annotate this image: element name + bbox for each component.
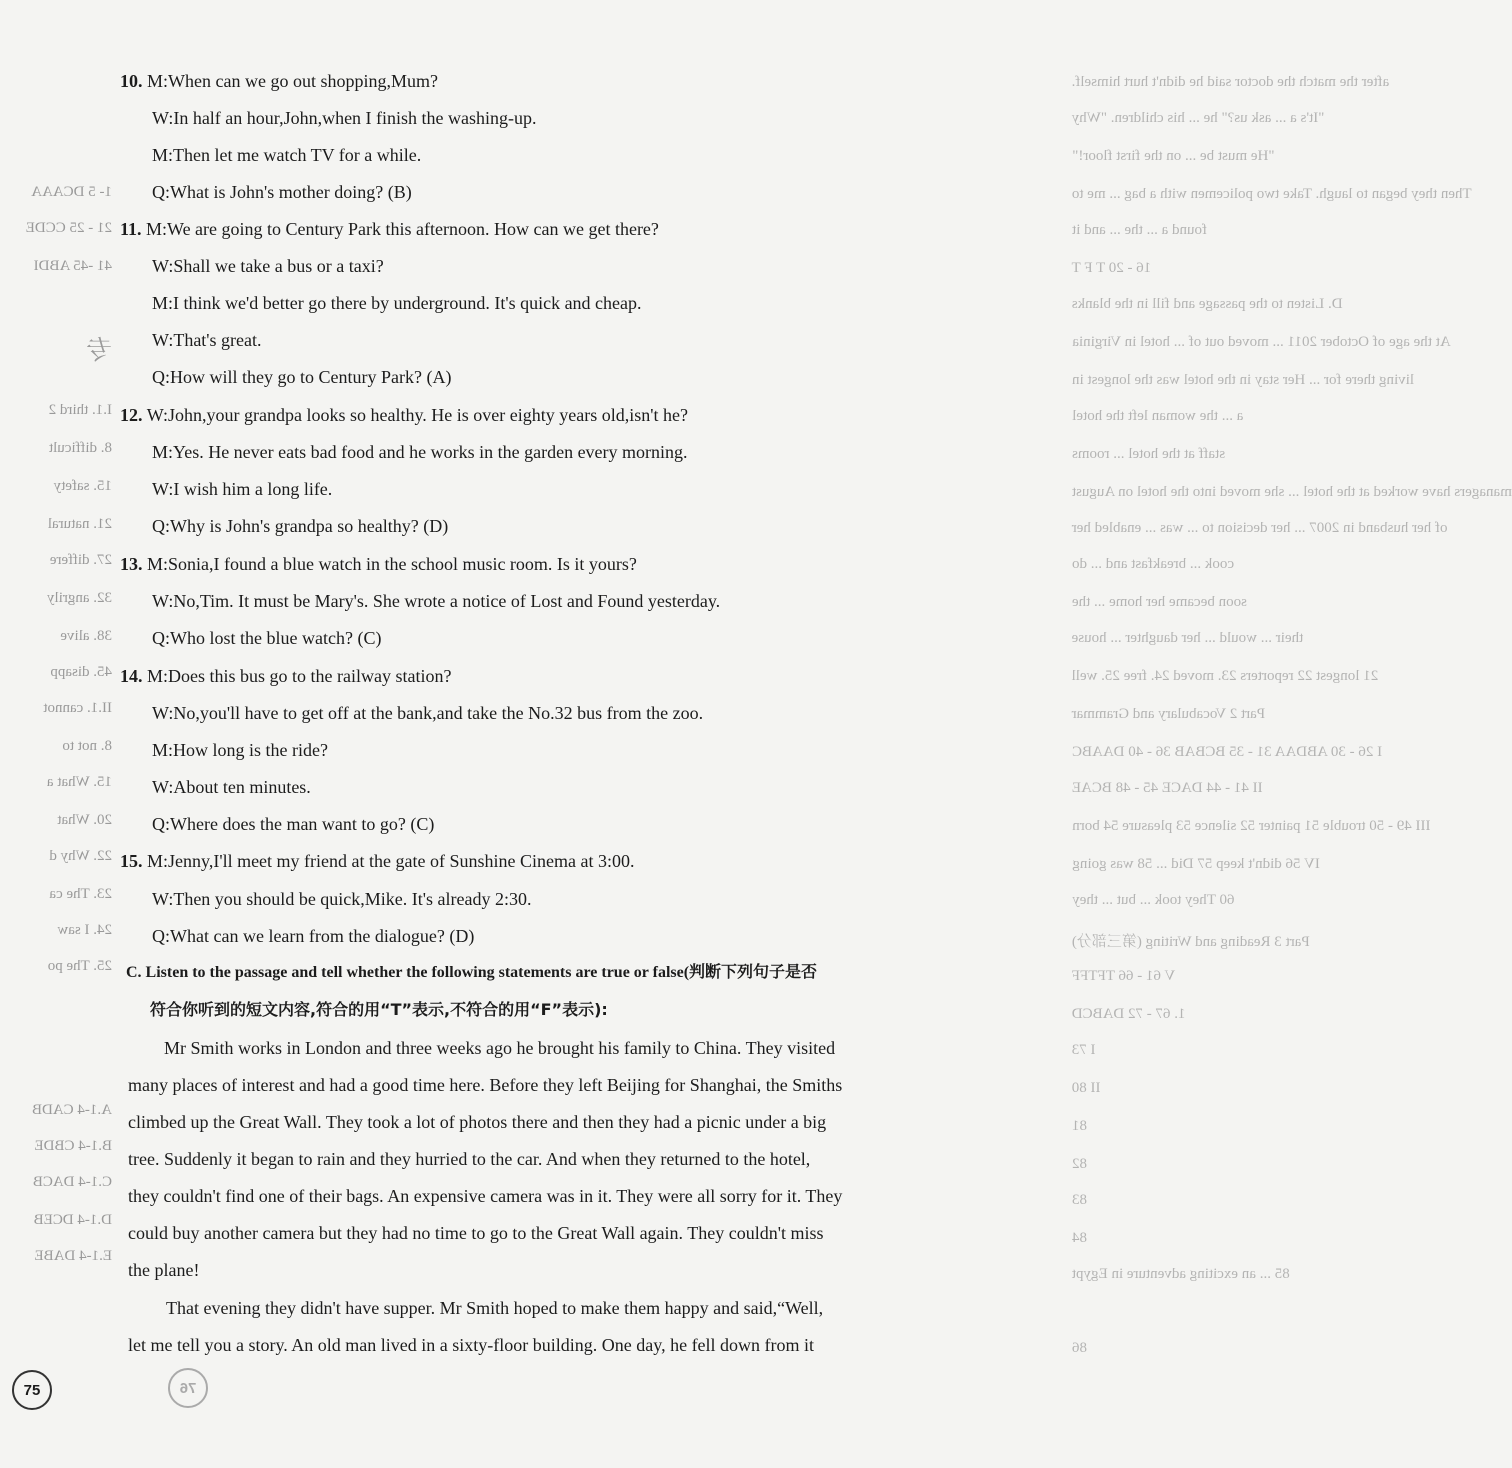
dialogue-15-question: Q:What can we learn from the dialogue? (D) bbox=[152, 926, 475, 946]
dialogue-13-question: Q:Who lost the blue watch? (C) bbox=[152, 628, 382, 648]
bleed-text: D. Listen to the passage and fill in the blanks bbox=[1072, 296, 1343, 312]
dialogue-14-line-3: M:How long is the ride? bbox=[152, 740, 328, 760]
bleed-text: I 26 - 30 ABDAA 31 - 35 BCBAB 36 - 40 DAABC bbox=[1072, 744, 1383, 760]
bleed-text: 24. I saw bbox=[57, 922, 112, 938]
bleed-text: 25. The po bbox=[47, 958, 112, 974]
dialogue-line: M:Does this bus go to the railway station? bbox=[147, 666, 452, 686]
bleed-text: cook ... breakfast and ... do bbox=[1072, 556, 1235, 572]
dialogue-11-question: Q:How will they go to Century Park? (A) bbox=[152, 367, 452, 387]
bleed-text: 21 longest 22 reporters 23. moved 24. free 25. well bbox=[1072, 668, 1379, 684]
bleed-text: "It's a ... ask us?" he ... his children. "Why bbox=[1072, 110, 1325, 126]
dialogue-13-line-2: W:No,Tim. It must be Mary's. She wrote a notice of Lost and Found yesterday. bbox=[152, 591, 721, 611]
bleed-text: 15. What a bbox=[46, 774, 112, 790]
bleed-text: 82 bbox=[1072, 1156, 1087, 1172]
bleed-text: 81 bbox=[1072, 1118, 1087, 1134]
dialogue-number: 13. bbox=[120, 554, 143, 574]
bleed-text: "He must be ... on the first floor!" bbox=[1072, 148, 1275, 164]
dialogue-11-line-1 bbox=[120, 218, 659, 240]
dialogue-line: M:When can we go out shopping,Mum? bbox=[147, 71, 438, 91]
bleed-text: 1- 5 DCAAA bbox=[31, 184, 112, 200]
bleed-text: after the match the doctor said he didn't hurt himself. bbox=[1072, 74, 1390, 90]
passage-line: many places of interest and had a good time here. Before they left Beijing for Shanghai, the Smiths bbox=[128, 1075, 843, 1095]
bleed-text: 60 They took ... but ... they bbox=[1072, 892, 1235, 908]
bleed-text: 23. The ca bbox=[49, 886, 112, 902]
bleed-text: 22. Why d bbox=[49, 848, 112, 864]
dialogue-number: 12. bbox=[120, 405, 143, 425]
bleed-text: B.1-4 CBDE bbox=[34, 1138, 112, 1154]
bleed-text: 专 bbox=[85, 336, 112, 365]
bleed-text: soon became her home ... the bbox=[1072, 594, 1247, 610]
passage-line: That evening they didn't have supper. Mr Smith hoped to make them happy and said,“Well, bbox=[166, 1298, 824, 1318]
passage-line: they couldn't find one of their bags. An expensive camera was in it. They were all sorry for it. They bbox=[128, 1186, 843, 1206]
dialogue-10-line-1 bbox=[120, 70, 438, 92]
dialogue-number: 14. bbox=[120, 666, 143, 686]
dialogue-10-line-2: W:In half an hour,John,when I finish the washing-up. bbox=[152, 108, 537, 128]
dialogue-15-line-2: W:Then you should be quick,Mike. It's already 2:30. bbox=[152, 889, 532, 909]
bleed-text: I.1. third 2 bbox=[48, 402, 112, 418]
dialogue-line: M:Jenny,I'll meet my friend at the gate of Sunshine Cinema at 3:00. bbox=[147, 851, 635, 871]
bleed-text: of her husband in 2007 ... her decision to ... was ... enabled her bbox=[1072, 520, 1448, 536]
bleed-text: D.1-4 DCEB bbox=[33, 1212, 112, 1228]
dialogue-14-line-2: W:No,you'll have to get off at the bank,and take the No.32 bus from the zoo. bbox=[152, 703, 704, 723]
bleed-text: I 73 bbox=[1072, 1042, 1096, 1058]
bleed-text: Part 2 Vocabulary and Grammar bbox=[1072, 706, 1266, 722]
bleed-text: found a ... the ... and it bbox=[1072, 222, 1207, 238]
dialogue-line: W:John,your grandpa looks so healthy. He is over eighty years old,isn't he? bbox=[146, 405, 688, 425]
passage-line: the plane! bbox=[128, 1260, 200, 1280]
dialogue-14-line-1 bbox=[120, 665, 451, 687]
bleed-text: managers have worked at the hotel ... she moved into the hotel on August bbox=[1072, 484, 1512, 500]
dialogue-12-line-3: W:I wish him a long life. bbox=[152, 479, 333, 499]
bleed-text: 27. differe bbox=[49, 552, 112, 568]
bleed-text: 86 bbox=[1072, 1340, 1087, 1356]
bleed-text: 41 -45 ABDI bbox=[33, 258, 112, 274]
dialogue-13-line-1 bbox=[120, 553, 637, 575]
dialogue-12-line-1 bbox=[120, 404, 688, 426]
bleed-text: C.1-4 DACB bbox=[32, 1174, 112, 1190]
bleed-text: 15. safety bbox=[53, 478, 112, 494]
dialogue-11-line-3: M:I think we'd better go there by underground. It's quick and cheap. bbox=[152, 293, 642, 313]
passage-line: could buy another camera but they had no time to go to the Great Wall again. They couldn't miss bbox=[128, 1223, 824, 1243]
bleed-text: 83 bbox=[1072, 1192, 1087, 1208]
bleed-text: 85 ... an exciting adventure in Egypt bbox=[1072, 1266, 1290, 1282]
bleed-text: a ... the woman left the hotel bbox=[1072, 408, 1244, 424]
bleed-text: III 49 - 50 trouble 51 painter 52 silence 53 pleasure 54 born bbox=[1072, 818, 1431, 834]
bleed-text: IV 56 didn't keep 57 Did ... 58 was going bbox=[1072, 856, 1320, 872]
bleed-text: staff at the hotel ... rooms bbox=[1072, 446, 1226, 462]
bleed-text: II.1. cannot bbox=[43, 700, 112, 716]
passage-line: climbed up the Great Wall. They took a lot of photos there and then they had a picnic under a big bbox=[128, 1112, 827, 1132]
bleed-text: E.1-4 DABE bbox=[34, 1248, 112, 1264]
dialogue-number: 11. bbox=[120, 219, 142, 239]
bleed-text: 45. disapp bbox=[50, 664, 112, 680]
dialogue-line: M:Sonia,I found a blue watch in the school music room. Is it yours? bbox=[147, 554, 637, 574]
dialogue-14-question: Q:Where does the man want to go? (C) bbox=[152, 814, 435, 834]
passage-line: Mr Smith works in London and three weeks ago he brought his family to China. They visited bbox=[164, 1038, 836, 1058]
dialogue-number: 15. bbox=[120, 851, 143, 871]
bleed-text: 21. natural bbox=[47, 516, 112, 532]
bleed-text: II 80 bbox=[1072, 1080, 1101, 1096]
passage-line: tree. Suddenly it began to rain and they hurried to the car. And when they returned to the hotel, bbox=[128, 1149, 811, 1169]
dialogue-15-line-1 bbox=[120, 850, 634, 872]
bleed-text: 32. angrily bbox=[47, 590, 112, 606]
dialogue-10-question: Q:What is John's mother doing? (B) bbox=[152, 182, 412, 202]
bleed-text: At the age of October 2011 ... moved out of ... hotel in Virginia bbox=[1072, 334, 1451, 350]
bleed-text: 20. What bbox=[57, 812, 112, 828]
bleed-text: II 41 - 44 DACE 45 - 48 BCAE bbox=[1072, 780, 1263, 796]
dialogue-number: 10. bbox=[120, 71, 143, 91]
page-number-right: 76 bbox=[168, 1368, 208, 1408]
dialogue-14-line-4: W:About ten minutes. bbox=[152, 777, 311, 797]
dialogue-11-line-4: W:That's great. bbox=[152, 330, 262, 350]
left-bleed-through bbox=[0, 0, 118, 1468]
bleed-text: 84 bbox=[1072, 1230, 1087, 1246]
bleed-text: 1. 67 - 72 DABCD bbox=[1072, 1006, 1186, 1022]
bleed-text: 21 - 25 CCDE bbox=[25, 220, 112, 236]
dialogue-12-question: Q:Why is John's grandpa so healthy? (D) bbox=[152, 516, 449, 536]
bleed-text: V 61 - 66 TFTFF bbox=[1072, 968, 1176, 984]
bleed-text: their ... would ... her daughter ... house bbox=[1072, 630, 1304, 646]
dialogue-12-line-2: M:Yes. He never eats bad food and he works in the garden every morning. bbox=[152, 442, 688, 462]
bleed-text: Part 3 Reading and Writing (第三部分) bbox=[1072, 934, 1310, 950]
section-c-heading-cont: 符合你听到的短文内容,符合的用“T”表示,不符合的用“F”表示): bbox=[150, 1000, 608, 1019]
bleed-text: living there for ... Her stay in the hotel was the longest in bbox=[1072, 372, 1415, 388]
bleed-text: 8. difficult bbox=[48, 440, 112, 456]
dialogue-11-line-2: W:Shall we take a bus or a taxi? bbox=[152, 256, 384, 276]
bleed-text: 38. alive bbox=[60, 628, 112, 644]
page-number-left: 75 bbox=[12, 1370, 52, 1410]
dialogue-line: M:We are going to Century Park this afternoon. How can we get there? bbox=[146, 219, 659, 239]
dialogue-10-line-3: M:Then let me watch TV for a while. bbox=[152, 145, 422, 165]
bleed-text: 16 - 20 T F T bbox=[1072, 260, 1152, 276]
bleed-text: Then they began to laugh. Take two policemen with a bag ... me to bbox=[1072, 186, 1472, 202]
bleed-text: A.1-4 CADB bbox=[31, 1102, 112, 1118]
bleed-text: 8. not to bbox=[62, 738, 112, 754]
section-c-heading: C. Listen to the passage and tell whether the following statements are true or false(判断下列句子是否 bbox=[126, 964, 818, 981]
passage-line: let me tell you a story. An old man lived in a sixty-floor building. One day, he fell down from it bbox=[128, 1335, 815, 1355]
